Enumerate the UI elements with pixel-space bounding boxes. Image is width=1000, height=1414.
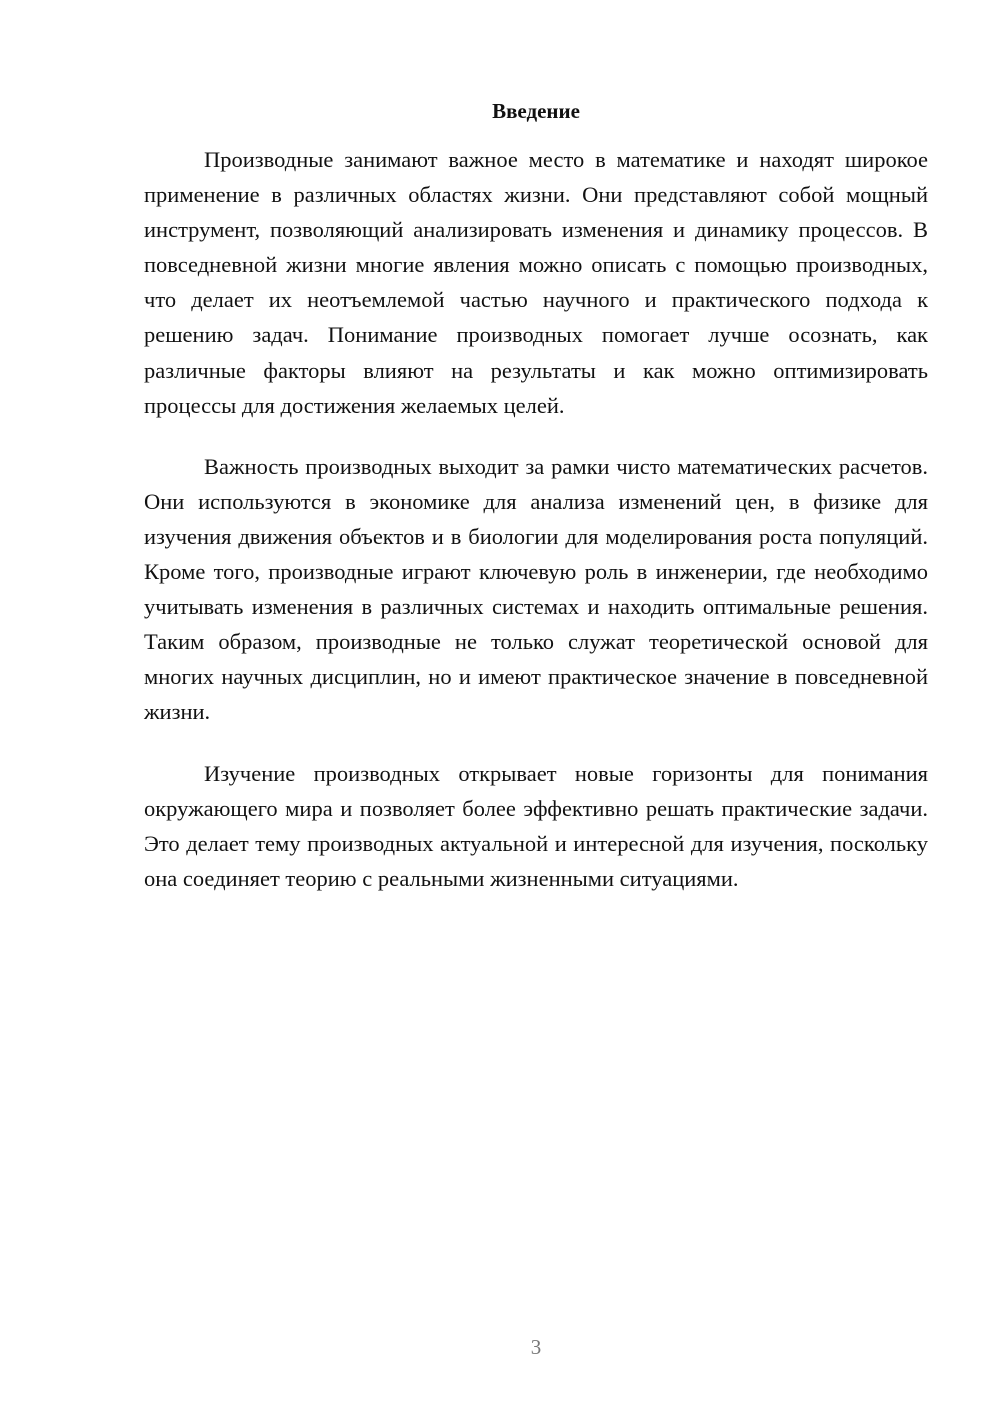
paragraph-2: Важность производных выходит за рамки чисто математических расчетов. Они используются в экономике для анализа изменений цен, в физике для изучения движения объектов и в биологии для моделирования роста популяций. Кроме того, производные играют ключевую роль в инженерии, где необходимо учитывать изменения в различных системах и находить оптимальные решения. Таким образом, производные не только служат теоретической основой для многих научных дисциплин, но и имеют практическое значение в повседневной жизни.: [144, 453, 928, 725]
paragraph-3: Изучение производных открывает новые горизонты для понимания окружающего мира и позволяет более эффективно решать практические задачи. Это делает тему производных актуальной и интересной для изучения, поскольку она соединяет теорию с реальными жизненными ситуациями.: [144, 760, 928, 891]
body-text: [144, 142, 928, 896]
paragraph-1: Производные занимают важное место в математике и находят широкое применение в различных областях жизни. Они представляют собой мощный инструмент, позволяющий анализировать изменения и динамику процессов. В повседневной жизни многие явления можно описать с помощью производных, что делает их неотъемлемой частью научного и практического подхода к решению задач. Понимание производных помогает лучше осознать, как различные факторы влияют на результаты и как можно оптимизировать процессы для достижения желаемых целей.: [144, 147, 928, 418]
page-number: 3: [530, 1335, 542, 1359]
section-heading: Введение: [492, 99, 580, 123]
